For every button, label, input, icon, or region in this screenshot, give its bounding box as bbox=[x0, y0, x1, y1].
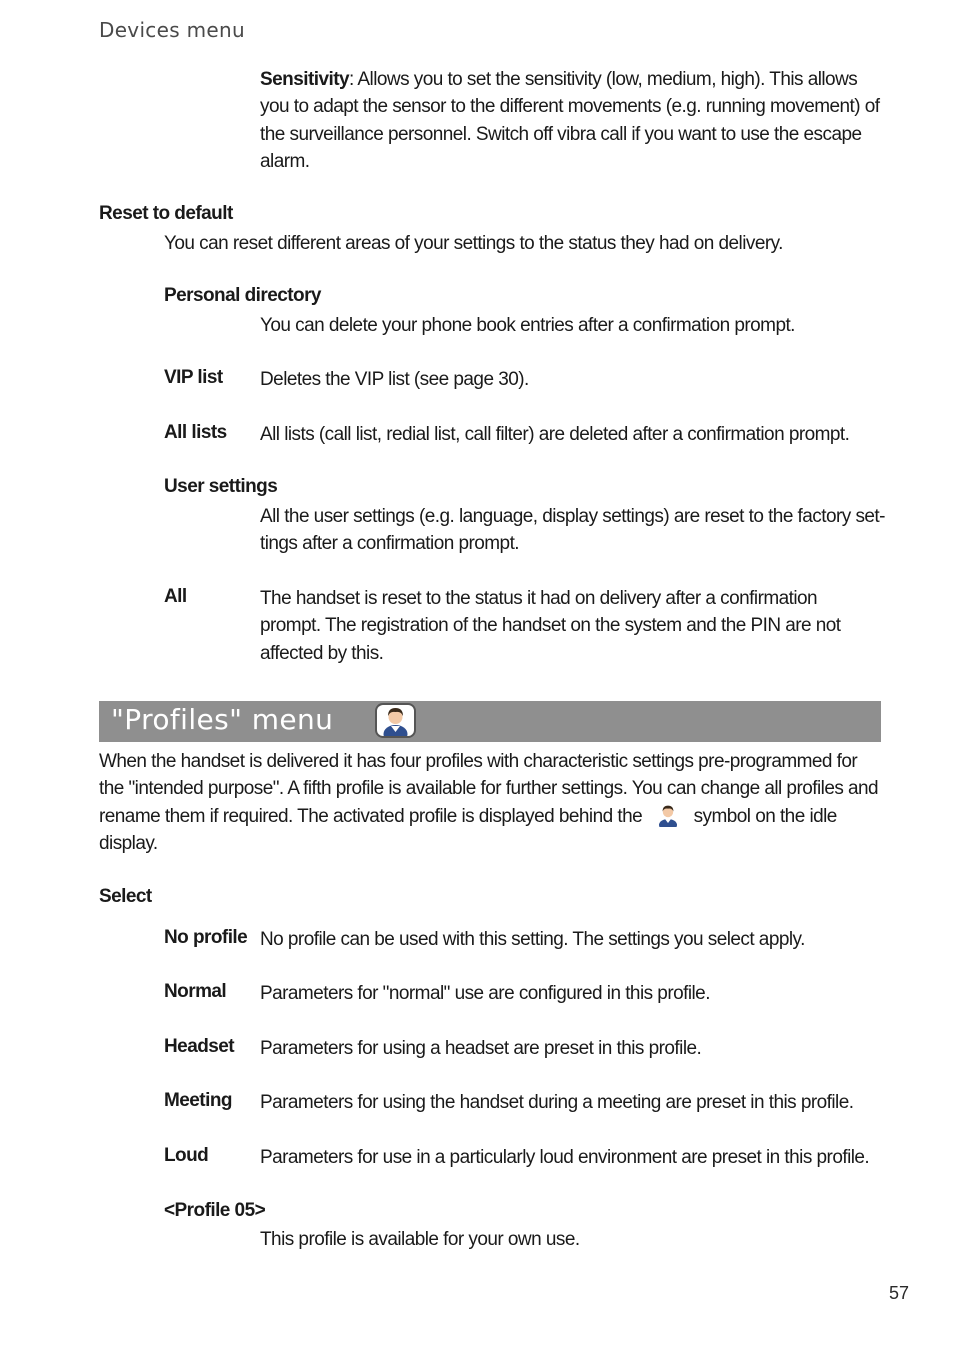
sensitivity-text: : Allows you to set the sensitivity (low, medium, high). This allows you to adapt the sensor to the different movements (e.g. running movement) of the surveillance personnel. Switch off vibra call if you want to use the escape alarm. bbox=[260, 69, 880, 172]
profile-item-text: Parameters for using the handset during a meeting are preset in this profile. bbox=[260, 1092, 854, 1113]
reset-item-term: VIP list bbox=[164, 367, 223, 388]
page-number: 57 bbox=[889, 1283, 910, 1303]
profiles-section-title: "Profiles" menu bbox=[111, 703, 334, 736]
profile-item-term: Headset bbox=[164, 1036, 235, 1057]
reset-item-term: All lists bbox=[164, 422, 227, 443]
profile-item-term: Loud bbox=[164, 1145, 209, 1166]
profile-item-text: No profile can be used with this setting. The settings you select apply. bbox=[260, 929, 805, 950]
profile-item-term: Normal bbox=[164, 981, 227, 1002]
profile-item-term: Meeting bbox=[164, 1090, 232, 1111]
running-header: Devices menu bbox=[99, 18, 245, 42]
reset-item-term: User settings bbox=[164, 476, 278, 497]
profiles-intro-text-end: symbol on the idle display. bbox=[99, 805, 837, 854]
select-heading: Select bbox=[99, 886, 152, 907]
reset-item-text: You can delete your phone book entries after a confirmation prompt. bbox=[260, 315, 795, 336]
profile-item-text: This profile is available for your own use. bbox=[260, 1229, 580, 1250]
person-profile-icon bbox=[375, 703, 416, 738]
sensitivity-paragraph bbox=[260, 66, 885, 175]
reset-item-term: All bbox=[164, 586, 187, 607]
profiles-intro bbox=[99, 748, 884, 857]
reset-item-text: All the user settings (e.g. language, display settings) are reset to the factory set-tings after a confirmation prompt. bbox=[260, 506, 885, 555]
sensitivity-term: Sensitivity bbox=[260, 69, 349, 90]
reset-intro: You can reset different areas of your settings to the status they had on delivery. bbox=[164, 233, 783, 254]
profile-item-text: Parameters for using a headset are preset in this profile. bbox=[260, 1038, 702, 1059]
reset-item-term: Personal directory bbox=[164, 285, 321, 306]
profiles-section-banner bbox=[99, 701, 881, 742]
reset-heading: Reset to default bbox=[99, 203, 233, 224]
person-profile-icon bbox=[647, 803, 689, 827]
profiles-intro-text: When the handset is delivered it has four profiles with characteristic settings pre-programmed for the "intended purpose". A fifth profile is available for further settings. You can change all profiles and rename them if required. The activated profile is displayed behind the bbox=[99, 751, 879, 827]
reset-item-text: Deletes the VIP list (see page 30). bbox=[260, 369, 529, 390]
reset-item-text: All lists (call list, redial list, call filter) are deleted after a confirmation prompt. bbox=[260, 424, 850, 445]
profile-item-term: <Profile 05> bbox=[164, 1200, 266, 1221]
reset-item-text: The handset is reset to the status it had on delivery after a confirmation prompt. The registration of the handset on the system and the PIN are not affected by this. bbox=[260, 588, 841, 664]
profile-item-text: Parameters for "normal" use are configured in this profile. bbox=[260, 983, 710, 1004]
profile-item-text: Parameters for use in a particularly loud environment are preset in this profile. bbox=[260, 1147, 870, 1168]
profile-item-term: No profile bbox=[164, 927, 248, 948]
